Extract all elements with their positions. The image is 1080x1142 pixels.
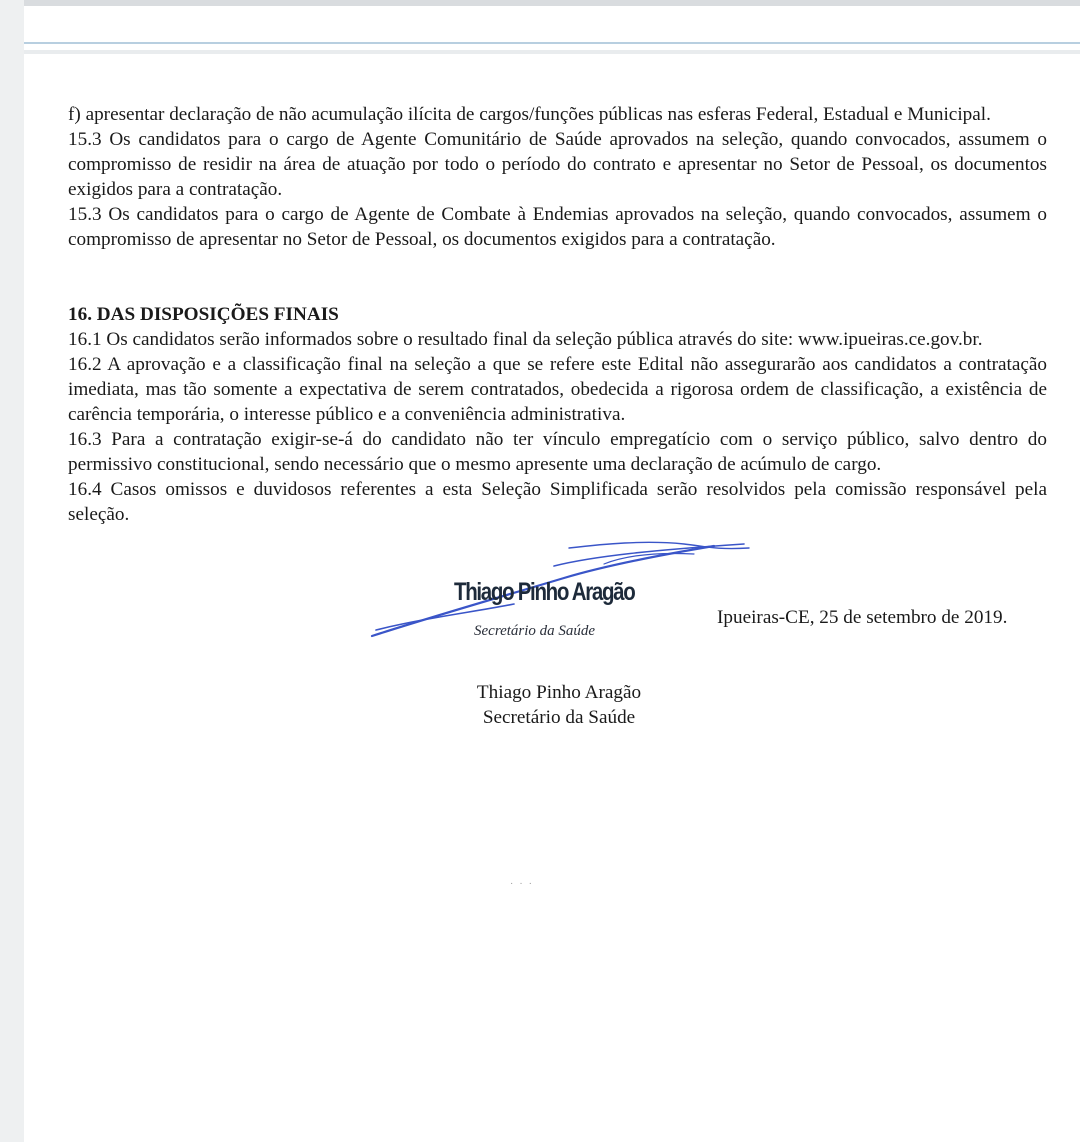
paragraph-16-4: 16.4 Casos omissos e duvidosos referentes a esta Seleção Simplificada serão resolvidos pela comissão responsável pela seleção.: [68, 479, 1047, 525]
paragraph-16-2: 16.2 A aprovação e a classificação final na seleção a que se refere este Edital não assegurarão aos candidatos a contratação imediata, mas tão somente a expectativa de serem contratados, obedecida a rigorosa ordem de classificação, a existência de carência temporária, o interesse público e a conveniência administrativa.: [68, 354, 1047, 425]
paragraph-16-3: 16.3 Para a contratação exigir-se-á do candidato não ter vínculo empregatício com o serviço público, salvo dentro do permissivo constitucional, sendo necessário que o mesmo apresente uma declaração de acúmulo de cargo.: [68, 429, 1047, 475]
scan-artifact-dots: ···: [510, 878, 538, 889]
signatory-block: [404, 680, 714, 730]
signatory-name: Thiago Pinho Aragão: [476, 682, 642, 703]
stamp-name: Thiago Pinho Aragão: [454, 578, 635, 606]
document-page[interactable]: [24, 6, 1080, 1142]
document-body: [68, 102, 1047, 527]
date-line: Ipueiras-CE, 25 de setembro de 2019.: [717, 607, 1008, 628]
paragraph-15-3-acs: 15.3 Os candidatos para o cargo de Agente Comunitário de Saúde aprovados na seleção, quando convocados, assumem o compromisso de residir na área de atuação por todo o período do contrato e apresentar no Setor de Pessoal, os documentos exigidos para a contratação.: [68, 129, 1047, 200]
paragraph-15-3-ace: 15.3 Os candidatos para o cargo de Agente de Combate à Endemias aprovados na seleção, quando convocados, assumem o compromisso de apresentar no Setor de Pessoal, os documentos exigidos para a contratação.: [68, 204, 1047, 250]
signatory-role: Secretário da Saúde: [482, 707, 636, 728]
page-top-divider: [24, 42, 1080, 44]
section-heading: 16. DAS DISPOSIÇÕES FINAIS: [68, 304, 339, 325]
paragraph-f: f) apresentar declaração de não acumulação ilícita de cargos/funções públicas nas esferas Federal, Estadual e Municipal.: [68, 104, 991, 125]
paragraph-16-1: 16.1 Os candidatos serão informados sobre o resultado final da seleção pública através do site: www.ipueiras.ce.gov.br.: [68, 329, 983, 350]
stamp-role: Secretário da Saúde: [474, 623, 596, 639]
page-top-shadow: [24, 50, 1080, 54]
viewer-left-gutter: [0, 0, 24, 1142]
